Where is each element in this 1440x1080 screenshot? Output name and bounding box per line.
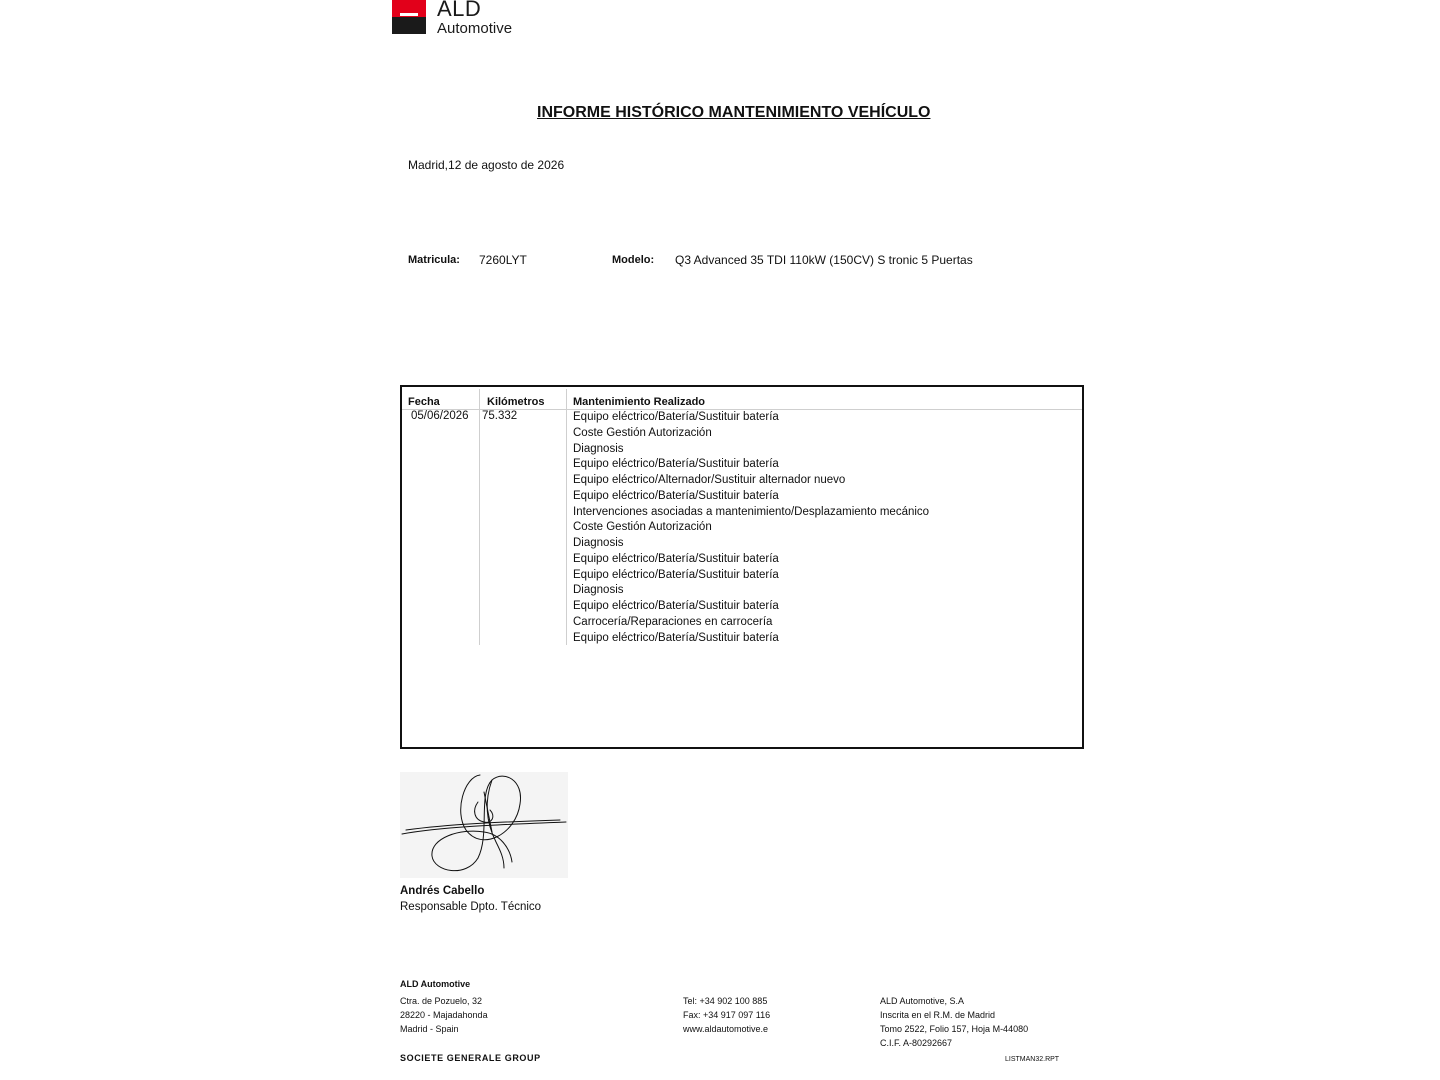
plate-value: 7260LYT xyxy=(479,253,527,267)
signature-icon xyxy=(400,772,568,878)
legal-line: Inscrita en el R.M. de Madrid xyxy=(880,1010,996,1020)
report-title: INFORME HISTÓRICO MANTENIMIENTO VEHÍCULO xyxy=(537,104,931,121)
maintenance-item: Equipo eléctrico/Batería/Sustituir batería xyxy=(573,411,779,423)
header-kilometros: Kilómetros xyxy=(487,396,545,408)
signatory-role: Responsable Dpto. Técnico xyxy=(400,901,542,913)
address-line: Madrid - Spain xyxy=(400,1024,459,1034)
logo-text-ald: ALD xyxy=(437,0,482,21)
maintenance-item: Equipo eléctrico/Batería/Sustituir batería xyxy=(573,458,779,471)
date-city: Madrid, xyxy=(408,158,449,172)
header-mantenimiento: Mantenimiento Realizado xyxy=(573,396,706,408)
contact-fax: Fax: +34 917 097 116 xyxy=(683,1010,771,1020)
signatory-name: Andrés Cabello xyxy=(400,885,485,897)
report-date xyxy=(408,158,564,172)
maintenance-item: Coste Gestión Autorización xyxy=(573,521,712,534)
footer-company: ALD Automotive xyxy=(400,979,471,989)
company-logo-mark xyxy=(392,0,426,34)
column-divider-1 xyxy=(479,389,480,645)
model-label: Modelo: xyxy=(612,254,655,266)
maintenance-item: Intervenciones asociadas a mantenimiento/Desplazamiento mecánico xyxy=(573,505,930,518)
header-fecha: Fecha xyxy=(408,396,440,408)
report-code: LISTMAN32.RPT xyxy=(1005,1056,1060,1063)
contact-web: www.aldautomotive.e xyxy=(683,1024,769,1034)
row-km: 75.332 xyxy=(482,410,518,422)
column-divider-2 xyxy=(566,389,567,645)
footer-legal xyxy=(880,994,1028,1050)
footer-address xyxy=(400,994,488,1036)
logo-text-automotive: Automotive xyxy=(437,20,513,37)
address-line: 28220 - Majadahonda xyxy=(400,1010,488,1020)
date-value: 12 de agosto de 2026 xyxy=(448,158,565,172)
legal-line: Tomo 2522, Folio 157, Hoja M-44080 xyxy=(880,1024,1029,1034)
maintenance-item: Carrocería/Reparaciones en carrocería xyxy=(573,615,773,628)
maintenance-item: Equipo eléctrico/Batería/Sustituir batería xyxy=(573,552,779,565)
plate-label: Matricula: xyxy=(408,254,460,266)
signature-image xyxy=(400,772,568,878)
maintenance-item: Diagnosis xyxy=(573,442,624,455)
maintenance-item: Equipo eléctrico/Batería/Sustituir batería xyxy=(573,568,779,581)
maintenance-item: Diagnosis xyxy=(573,537,624,549)
maintenance-item: Equipo eléctrico/Batería/Sustituir batería xyxy=(573,631,779,644)
legal-line: ALD Automotive, S.A xyxy=(880,996,965,1006)
footer-group-name: SOCIETE GENERALE GROUP xyxy=(400,1053,541,1063)
model-value: Q3 Advanced 35 TDI 110kW (150CV) S tronic 5 Puertas xyxy=(675,253,973,267)
maintenance-item: Coste Gestión Autorización xyxy=(573,426,712,439)
address-line: Ctra. de Pozuelo, 32 xyxy=(400,996,483,1006)
maintenance-item: Equipo eléctrico/Alternador/Sustituir alternador nuevo xyxy=(573,474,846,486)
maintenance-items xyxy=(573,410,929,646)
maintenance-item: Equipo eléctrico/Batería/Sustituir batería xyxy=(573,489,779,502)
maintenance-item: Equipo eléctrico/Batería/Sustituir batería xyxy=(573,600,779,612)
row-date: 05/06/2026 xyxy=(411,410,469,422)
legal-line: C.I.F. A-80292667 xyxy=(880,1038,953,1048)
maintenance-item: Diagnosis xyxy=(573,584,624,597)
maintenance-table xyxy=(400,385,1084,749)
footer-contact xyxy=(683,994,770,1036)
contact-phone: Tel: +34 902 100 885 xyxy=(683,996,768,1006)
